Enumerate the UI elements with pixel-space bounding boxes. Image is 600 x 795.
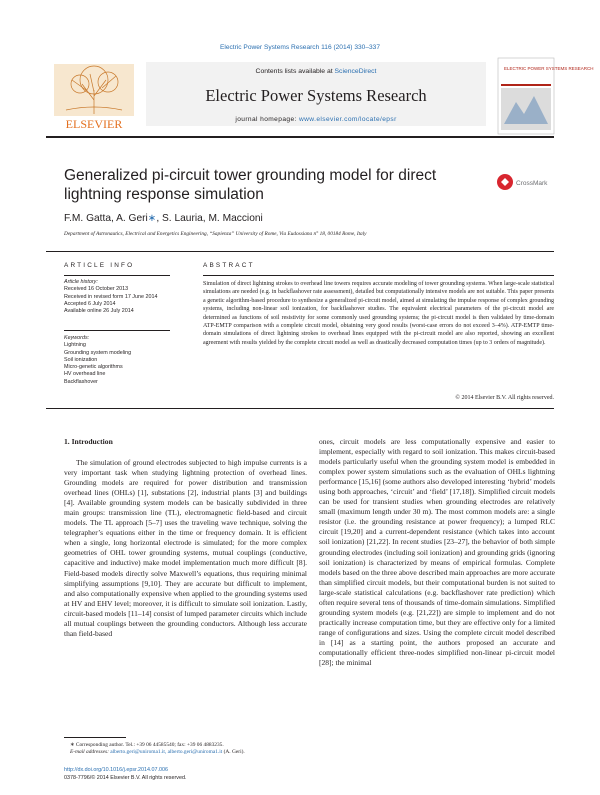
- authors: [64, 213, 534, 224]
- introduction-heading: 1. Introduction: [64, 437, 113, 446]
- crossmark-badge[interactable]: [496, 172, 554, 192]
- page-footer: [64, 767, 304, 783]
- intro-paragraph: The simulation of ground electrodes subjected to high impulse currents is a very important task when studying lightning protection of overhead lines. Grounding models are required for power distribution and transmission overhead lines (OHLs) [1], substations [2], industrial plants [3] and buildings [4]. Available grounding system models can be basically subdivided in three main groups: transmission line (TL), electromagnetic field-based and circuit models. The TL approach [5–7] uses the traveling wave technique, solving the telegrapher’s equations either in the time or frequency domain. It is efficient when a single, long horizontal electrode is simulated; for the more complex geometries of OHL tower grounding systems, mutual couplings (conductive, capacitive and inductive) make model implementation much more difficult [8]. Field-based models directly solve Maxwell’s equations, thus requiring minimal simplifying assumptions [9,10]. They are accurate but difficult to implement, and also computationally expensive when applied to the grounding systems used at HV and EHV level; moreover, it is difficult to simulate soil ionization. Lastly, circuit-based models [11–14] consist of lumped parameter circuits which include all mutual couplings between the grounding conductors. Although less accurate than field-based: [64, 458, 307, 638]
- sciencedirect-link[interactable]: ScienceDirect: [334, 68, 377, 75]
- keyword: Grounding system modeling: [64, 349, 132, 356]
- contents-line: [146, 68, 486, 75]
- article-history: [64, 279, 194, 315]
- abstract-rule: [203, 275, 554, 276]
- keywords-label: Keywords:: [64, 335, 90, 341]
- keyword: Lightning: [64, 342, 86, 349]
- svg-text:CrossMark: CrossMark: [516, 180, 548, 187]
- email-link[interactable]: alberto.geri@uniroma1.it, alberto.geri@uniroma1.it: [110, 749, 223, 756]
- corresponding-author-mark[interactable]: ∗: [147, 213, 157, 224]
- journal-title: Electric Power Systems Research: [205, 86, 427, 105]
- history-accepted: Accepted 6 July 2014: [64, 300, 116, 307]
- history-revised: Received in revised form 17 June 2014: [64, 293, 158, 300]
- contents-prefix: Contents lists available at: [255, 68, 335, 75]
- abstract-bottom-rule: [46, 408, 554, 409]
- homepage-line: [146, 116, 486, 123]
- elsevier-logo: [46, 60, 140, 132]
- homepage-label: journal homepage:: [235, 116, 299, 123]
- history-online: Available online 26 July 2014: [64, 308, 134, 315]
- info-top-rule: [46, 251, 554, 252]
- svg-text:ELSEVIER: ELSEVIER: [65, 117, 123, 131]
- keyword: Backflashover: [64, 378, 98, 385]
- abstract-heading: ABSTRACT: [203, 262, 255, 269]
- keyword: Soil ionization: [64, 356, 98, 363]
- svg-text:ELECTRIC POWER SYSTEMS RESEARC: ELECTRIC POWER SYSTEMS RESEARCH: [504, 66, 594, 71]
- email-line: [70, 749, 310, 756]
- email-suffix: (A. Geri).: [222, 749, 245, 756]
- history-received: Received 16 October 2013: [64, 286, 129, 293]
- footnote: [70, 742, 310, 757]
- intro-paragraph: ones, circuit models are less computationally expensive and easier to implement, especially with regard to soil ionization. This makes circuit-based models particularly useful when the grounding system model is embedded in complex power system simulations such as the evaluation of OHLs lightning performance [15,16] (some authors also developed interesting ‘hybrid’ models using both approaches, ‘circuit’ and ‘field’ [17,18]). Simplified circuit models can be used for transient studies when grounding electrodes are relatively small (maximum length under 30 m). The most common models are: a single resistor (i.e. the grounding resistance at power frequency); a lumped RLC circuit [19,20] and a current-dependent resistance (which takes into account soil ionization) [21,22]. In recent studies [23–27], the behavior of both simple grounding electrodes (including soil ionization) and grounding grids (ignoring soil ionization) is characterized by means of empirical formulas. Complete models based on the three above described main approaches are more accurate than simplified circuit models, but their computational burden is not suited to large-scale statistical calculations (e.g. backflashover rate prediction) which often require several tens of thousands of time-domain simulations. Simplified grounding system models (e.g. [21,22]) are simple to implement and do not practically increase computation time, but they are effective only for a limited range of configurations and sizes. Using the complete circuit model described in [14] as a starting point, the authors proposed an accurate and computationally efficient three-nodes simplified non-linear pi-circuit model [28]; the minimal: [319, 437, 555, 668]
- paper-title: Generalized pi-circuit tower grounding model for direct lightning response simulation: [64, 167, 437, 203]
- journal-reference-link[interactable]: Electric Power Systems Research 116 (2014) 330–337: [219, 44, 381, 51]
- corresponding-author-note: ∗ Corresponding author. Tel.: +39 06 44585540; fax: +39 06 4883235.: [70, 742, 224, 748]
- authors-names-rest: , S. Lauria, M. Maccioni: [156, 213, 263, 224]
- homepage-link[interactable]: www.elsevier.com/locate/epsr: [298, 116, 397, 123]
- issn-copyright: 0378-7796/© 2014 Elsevier B.V. All rights reserved.: [64, 774, 187, 781]
- keyword: HV overhead line: [64, 371, 106, 378]
- journal-cover-image: [498, 58, 594, 134]
- authors-names: F.M. Gatta, A. Geri: [64, 213, 148, 224]
- history-label: Article history:: [64, 279, 98, 285]
- affiliation: Department of Astronautics, Electrical and Energetics Engineering, “Sapienza” University of Rome, Via Eudossiana n° 18, 00184 Rome, Italy: [64, 231, 367, 237]
- keywords-rule: [64, 330, 170, 331]
- keywords: [64, 335, 194, 386]
- elsevier-tree-icon: [46, 60, 140, 132]
- abstract-text: Simulation of direct lightning strokes to overhead line towers requires accurate modeling of tower grounding systems. When large-scale statistical simulations are needed (e.g. in backflashover rate assessment), detailed but computationally intensive models are not suitable. This paper presents a genetic algorithm-based procedure to synthesize a generalized pi-circuit model, aimed at simulating the impulse response of complex grounding systems, including non-linear soil ionization, for backflashover studies. The equivalent electrical parameters of the pi-circuit model are determined as functions of soil resistivity for some commonly used grounding systems; the pi-circuit model is then validated by time-domain ATP-EMTP comparison with a complete circuit model, obtaining very good results (worst-case errors do not exceed 3–4%). ATP-EMTP time-domain simulations of direct lightning strokes to overhead lines equipped with the pi-circuit model are also reported, showing an excellent agreement with results yielded by the complete circuit model as well as drastically decreased computation times (up to 3 orders of magnitude).: [203, 281, 554, 346]
- article-info-heading: ARTICLE INFO: [64, 262, 135, 269]
- article-info-rule: [64, 275, 170, 276]
- intro-left-column: [64, 458, 307, 639]
- email-label: E-mail addresses:: [70, 749, 111, 756]
- footnote-rule: [64, 737, 126, 738]
- abstract-copyright: © 2014 Elsevier B.V. All rights reserved.: [455, 395, 554, 401]
- header-divider: [46, 136, 554, 138]
- intro-right-column: [319, 437, 555, 668]
- keyword: Micro-genetic algorithms: [64, 364, 123, 371]
- doi-link[interactable]: http://dx.doi.org/10.1016/j.epsr.2014.07.006: [64, 767, 168, 773]
